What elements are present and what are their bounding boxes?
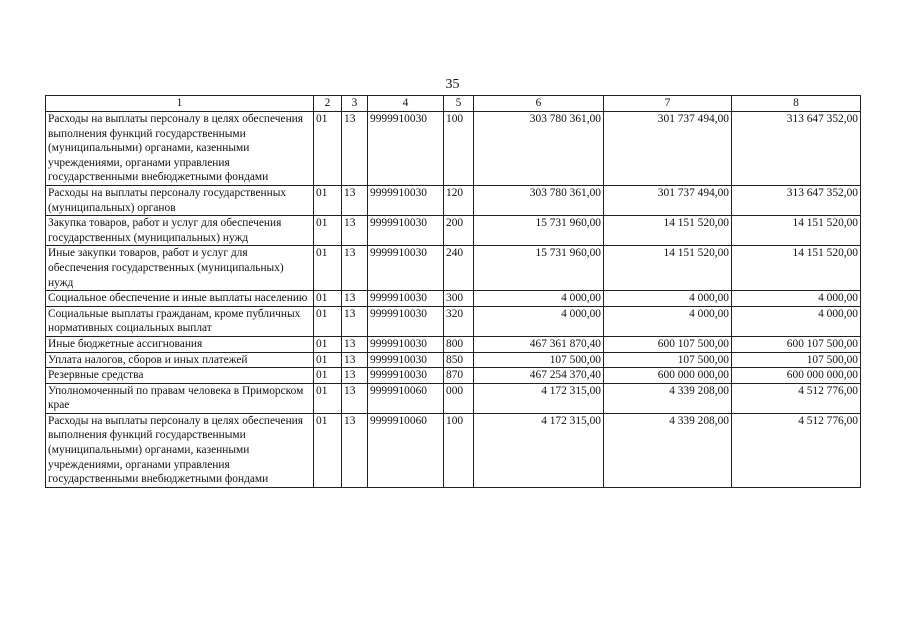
page-number: 35 [445, 77, 460, 92]
amount-col7: 600 107 500,00 [604, 336, 732, 352]
subsection-code: 13 [342, 352, 368, 368]
expense-name: Иные закупки товаров, работ и услуг для обеспечения государственных (муниципальных) нужд [46, 246, 314, 291]
subsection-code: 13 [342, 185, 368, 215]
subsection-code: 13 [342, 112, 368, 186]
amount-col6: 467 361 870,40 [474, 336, 604, 352]
expense-name: Закупка товаров, работ и услуг для обеспечения государственных (муниципальных) нужд [46, 216, 314, 246]
amount-col6: 4 000,00 [474, 306, 604, 336]
subsection-code: 13 [342, 216, 368, 246]
section-code: 01 [314, 246, 342, 291]
section-code: 01 [314, 306, 342, 336]
expense-type-code: 100 [444, 413, 474, 487]
target-article-code: 9999910030 [368, 185, 444, 215]
section-code: 01 [314, 383, 342, 413]
amount-col6: 303 780 361,00 [474, 112, 604, 186]
table-row [46, 291, 861, 307]
table-row [46, 383, 861, 413]
amount-col6: 303 780 361,00 [474, 185, 604, 215]
expense-name: Социальное обеспечение и иные выплаты населению [46, 291, 314, 307]
amount-col8: 4 512 776,00 [732, 383, 861, 413]
expense-name: Уполномоченный по правам человека в Приморском крае [46, 383, 314, 413]
amount-col6: 15 731 960,00 [474, 216, 604, 246]
target-article-code: 9999910030 [368, 306, 444, 336]
expense-name: Расходы на выплаты персоналу государственных (муниципальных) органов [46, 185, 314, 215]
target-article-code: 9999910030 [368, 368, 444, 384]
section-code: 01 [314, 352, 342, 368]
amount-col6: 4 172 315,00 [474, 413, 604, 487]
amount-col8: 4 000,00 [732, 306, 861, 336]
amount-col7: 4 339 208,00 [604, 413, 732, 487]
amount-col8: 14 151 520,00 [732, 246, 861, 291]
table-row [46, 336, 861, 352]
section-code: 01 [314, 291, 342, 307]
expense-type-code: 100 [444, 112, 474, 186]
target-article-code: 9999910030 [368, 291, 444, 307]
expense-type-code: 870 [444, 368, 474, 384]
amount-col6: 107 500,00 [474, 352, 604, 368]
amount-col8: 600 000 000,00 [732, 368, 861, 384]
column-header: 4 [368, 96, 444, 112]
table-row [46, 413, 861, 487]
amount-col8: 313 647 352,00 [732, 112, 861, 186]
amount-col7: 301 737 494,00 [604, 112, 732, 186]
section-code: 01 [314, 413, 342, 487]
target-article-code: 9999910030 [368, 112, 444, 186]
table-row [46, 368, 861, 384]
table-row [46, 306, 861, 336]
expense-name: Социальные выплаты гражданам, кроме публичных нормативных социальных выплат [46, 306, 314, 336]
table-header-row [46, 96, 861, 112]
column-header: 7 [604, 96, 732, 112]
section-code: 01 [314, 336, 342, 352]
section-code: 01 [314, 185, 342, 215]
subsection-code: 13 [342, 368, 368, 384]
amount-col6: 467 254 370,40 [474, 368, 604, 384]
table-row [46, 112, 861, 186]
amount-col7: 14 151 520,00 [604, 216, 732, 246]
target-article-code: 9999910030 [368, 336, 444, 352]
amount-col8: 4 000,00 [732, 291, 861, 307]
column-header: 5 [444, 96, 474, 112]
amount-col7: 4 339 208,00 [604, 383, 732, 413]
amount-col8: 14 151 520,00 [732, 216, 861, 246]
table-row [46, 352, 861, 368]
expense-name: Расходы на выплаты персоналу в целях обеспечения выполнения функций государственными (муниципальными) органами, казенными учреждениями, органами управления государственными внебюджетными фондами [46, 112, 314, 186]
target-article-code: 9999910030 [368, 246, 444, 291]
expense-name: Расходы на выплаты персоналу в целях обеспечения выполнения функций государственными (муниципальными) органами, казенными учреждениями, органами управления государственными внебюджетными фондами [46, 413, 314, 487]
amount-col8: 4 512 776,00 [732, 413, 861, 487]
subsection-code: 13 [342, 336, 368, 352]
amount-col7: 600 000 000,00 [604, 368, 732, 384]
expense-type-code: 200 [444, 216, 474, 246]
subsection-code: 13 [342, 291, 368, 307]
expense-name: Иные бюджетные ассигнования [46, 336, 314, 352]
column-header: 1 [46, 96, 314, 112]
column-header: 8 [732, 96, 861, 112]
column-header: 2 [314, 96, 342, 112]
budget-table [45, 95, 861, 488]
expense-type-code: 000 [444, 383, 474, 413]
expense-type-code: 300 [444, 291, 474, 307]
amount-col8: 600 107 500,00 [732, 336, 861, 352]
expense-type-code: 800 [444, 336, 474, 352]
target-article-code: 9999910060 [368, 413, 444, 487]
target-article-code: 9999910030 [368, 216, 444, 246]
amount-col8: 313 647 352,00 [732, 185, 861, 215]
amount-col7: 4 000,00 [604, 306, 732, 336]
amount-col8: 107 500,00 [732, 352, 861, 368]
expense-name: Уплата налогов, сборов и иных платежей [46, 352, 314, 368]
amount-col6: 4 172 315,00 [474, 383, 604, 413]
amount-col6: 15 731 960,00 [474, 246, 604, 291]
section-code: 01 [314, 216, 342, 246]
expense-type-code: 850 [444, 352, 474, 368]
amount-col7: 14 151 520,00 [604, 246, 732, 291]
expense-type-code: 120 [444, 185, 474, 215]
target-article-code: 9999910060 [368, 383, 444, 413]
column-header: 6 [474, 96, 604, 112]
amount-col7: 301 737 494,00 [604, 185, 732, 215]
table-row [46, 246, 861, 291]
expense-type-code: 320 [444, 306, 474, 336]
column-header: 3 [342, 96, 368, 112]
amount-col7: 4 000,00 [604, 291, 732, 307]
amount-col7: 107 500,00 [604, 352, 732, 368]
table-row [46, 216, 861, 246]
amount-col6: 4 000,00 [474, 291, 604, 307]
target-article-code: 9999910030 [368, 352, 444, 368]
subsection-code: 13 [342, 383, 368, 413]
section-code: 01 [314, 368, 342, 384]
subsection-code: 13 [342, 306, 368, 336]
subsection-code: 13 [342, 413, 368, 487]
section-code: 01 [314, 112, 342, 186]
expense-name: Резервные средства [46, 368, 314, 384]
expense-type-code: 240 [444, 246, 474, 291]
subsection-code: 13 [342, 246, 368, 291]
table-row [46, 185, 861, 215]
